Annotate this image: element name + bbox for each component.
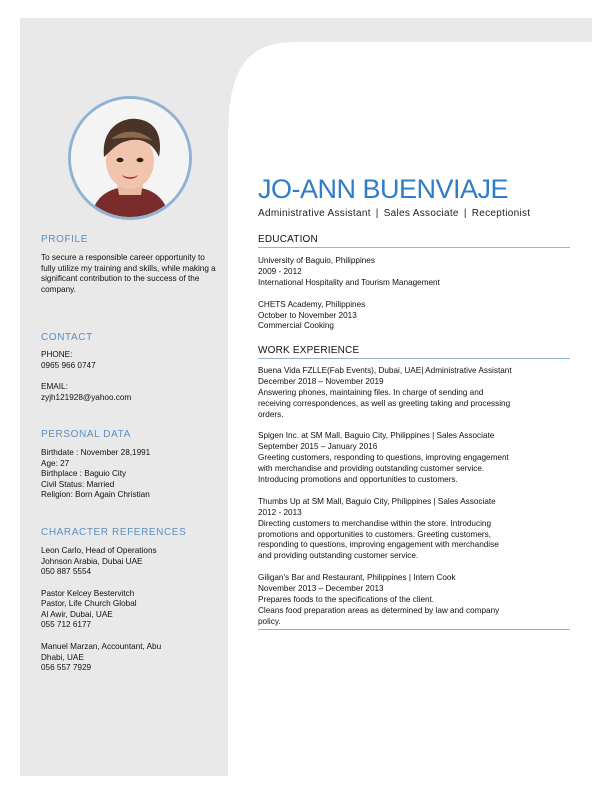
role-title: Receptionist: [471, 208, 531, 219]
reference-line: Leon Carlo, Head of Operations: [41, 546, 157, 555]
reference-entry: [41, 642, 216, 674]
work-line: Directing customers to merchandise within the store. Introducing: [258, 518, 491, 528]
reference-line: Pastor, Life Church Global: [41, 599, 137, 609]
personal-data-heading: PERSONAL DATA: [41, 429, 131, 440]
work-entry: [258, 573, 570, 628]
work-line: 2012 - 2013: [258, 507, 302, 517]
work-experience-heading: WORK EXPERIENCE: [258, 345, 570, 359]
reference-line: Johnson Arabia, Dubai UAE: [41, 556, 143, 566]
education-entry: [258, 256, 594, 289]
profile-text: To secure a responsible career opportunity to fully utilize my training and skills, while making a significant contribution to the success of the company.: [41, 253, 216, 294]
work-line: Greeting customers, responding to questions, improving engagement: [258, 453, 509, 463]
job-titles: [258, 208, 530, 219]
reference-line: 056 557 7929: [41, 663, 92, 673]
work-line: Introducing promotions and opportunities to customers.: [258, 475, 458, 485]
references-heading: CHARACTER REFERENCES: [41, 527, 187, 538]
education-list: [258, 256, 594, 332]
reference-line: Pastor Kelcey Bestervitch: [41, 588, 135, 598]
education-line: CHETS Academy, Philippines: [258, 299, 366, 309]
work-line: receiving correspondences, as well as greeting taking and processing: [258, 398, 511, 408]
work-entry: [258, 431, 570, 486]
work-line: Spigen Inc. at SM Mall, Baguio City, Philippines | Sales Associate: [258, 431, 495, 441]
education-line: Commercial Cooking: [258, 321, 334, 331]
reference-line: 055 712 6177: [41, 620, 92, 630]
work-line: Thumbs Up at SM Mall, Baguio City, Philippines | Sales Associate: [258, 496, 496, 506]
role-separator: |: [375, 208, 379, 219]
work-line: promotions and opportunities to customers. Greeting customers,: [258, 529, 491, 539]
email-label: EMAIL:: [41, 382, 68, 392]
work-line: Cleans food preparation areas as determined by law and company: [258, 605, 500, 615]
work-entry: [258, 497, 570, 562]
personal-data-list: [41, 448, 216, 501]
work-line: November 2013 – December 2013: [258, 584, 384, 594]
reference-entry: [41, 589, 216, 631]
work-line: with merchandise and providing outstanding customer service.: [258, 464, 485, 474]
work-line: Buena Vida FZLLE(Fab Events), Dubai, UAE| Administrative Assistant: [258, 366, 512, 375]
references-list: [41, 546, 216, 674]
personal-data-line: Birthplace : Baguio City: [41, 469, 127, 479]
reference-line: Al Awir, Dubai, UAE: [41, 609, 113, 619]
personal-data-line: Civil Status: Married: [41, 479, 115, 489]
work-line: Answering phones, maintaining files. In charge of sending and: [258, 387, 484, 397]
work-line: Giligan's Bar and Restaurant, Philippines | Intern Cook: [258, 573, 456, 583]
reference-line: 050 887 5554: [41, 567, 92, 577]
personal-data-line: Age: 27: [41, 458, 70, 468]
work-line: orders.: [258, 409, 284, 419]
email-value: zyjh121928@yahoo.com: [41, 392, 132, 402]
reference-entry: [41, 546, 216, 578]
contact-block: [41, 350, 216, 403]
personal-data-line: Religion: Born Again Christian: [41, 490, 150, 500]
education-heading: EDUCATION: [258, 234, 570, 248]
work-line: and providing outstanding customer service.: [258, 551, 419, 561]
work-line: September 2015 – January 2016: [258, 442, 378, 452]
role-separator: |: [463, 208, 467, 219]
education-line: University of Baguio, Philippines: [258, 256, 375, 265]
work-line: Prepares foods to the specifications of the client.: [258, 594, 435, 604]
candidate-name: JO-ANN BUENVIAJE: [258, 174, 509, 204]
role-title: Administrative Assistant: [258, 208, 371, 219]
personal-data-line: Birthdate : November 28,1991: [41, 448, 151, 457]
work-line: responding to questions, improving engagement with merchandise: [258, 540, 499, 550]
profile-heading: PROFILE: [41, 234, 88, 245]
work-line: December 2018 – November 2019: [258, 376, 384, 386]
reference-line: Manuel Marzan, Accountant, Abu: [41, 641, 162, 651]
role-title: Sales Associate: [383, 208, 459, 219]
work-entry: [258, 366, 570, 421]
profile-photo: [68, 96, 192, 220]
contact-heading: CONTACT: [41, 332, 93, 343]
education-line: October to November 2013: [258, 310, 357, 320]
reference-line: Dhabi, UAE: [41, 652, 84, 662]
education-entry: [258, 300, 594, 333]
work-experience-list: [258, 366, 570, 630]
work-line: policy.: [258, 616, 281, 626]
education-line: 2009 - 2012: [258, 266, 302, 276]
phone-value: 0965 966 0747: [41, 360, 96, 370]
phone-label: PHONE:: [41, 350, 73, 359]
person-portrait-icon: [71, 99, 189, 217]
education-line: International Hospitality and Tourism Management: [258, 277, 440, 287]
